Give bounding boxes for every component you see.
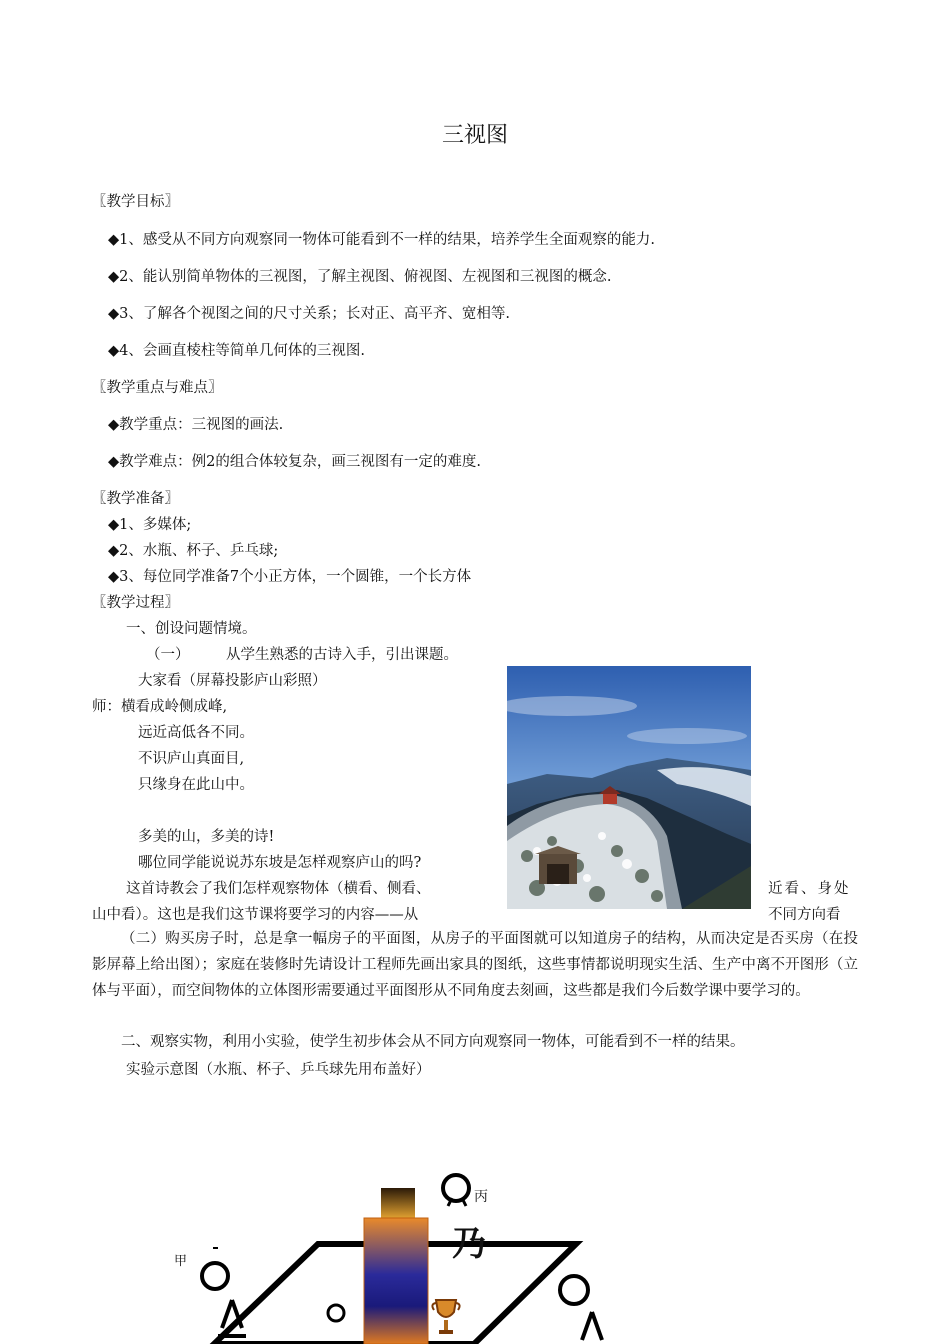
goal-item-4: ◆4、会画直棱柱等简单几何体的三视图. <box>108 343 365 359</box>
observer-bing-figure <box>443 1175 469 1206</box>
lesson-content-line-left: 山中看）。这也是我们这节课将要学习的内容——从 <box>92 907 419 923</box>
bottle-cap <box>381 1188 415 1218</box>
poem-lesson-line-left: 这首诗教会了我们怎样观察物体（横看、侧看、 <box>126 881 431 897</box>
process-step-2: 二、观察实物，利用小实验，使学生初步体会从不同方向观察同一物体，可能看到不一样的结果。 <box>121 1034 745 1050</box>
goal-item-2: ◆2、能认别简单物体的三视图，了解主视图、俯视图、左视图和三视图的概念. <box>108 269 612 285</box>
poem-line-3: 不识庐山真面目, <box>138 751 245 767</box>
experiment-diagram <box>0 1160 950 1344</box>
prep-heading: 〖教学准备〗 <box>92 491 179 507</box>
lesson-content-line-right: 不同方向看 <box>768 907 841 923</box>
poem-lesson-line-right: 近看、身处 <box>768 881 851 897</box>
goal-item-3: ◆3、了解各个视图之间的尺寸关系；长对正、高平齐、宽相等. <box>108 306 510 322</box>
label-jia: 甲 <box>174 1254 188 1269</box>
observer-jia-figure <box>202 1248 246 1336</box>
key-point-item-1: ◆教学重点：三视图的画法. <box>108 417 284 433</box>
process-step-1a-text: 从学生熟悉的古诗入手，引出课题。 <box>226 647 458 663</box>
diagram-caption: 实验示意图（水瓶、杯子、乒乓球先用布盖好） <box>126 1062 431 1078</box>
poem-line-1: 师：横看成岭侧成峰, <box>92 699 228 715</box>
beauty-remark: 多美的山，多美的诗! <box>138 829 275 845</box>
key-points-heading: 〖教学重点与难点〗 <box>92 380 223 396</box>
observer-right-figure <box>560 1276 602 1340</box>
process-step-1b: （二）购买房子时，总是拿一幅房子的平面图，从房子的平面图就可以知道房子的结构，从而决定是否买房（在投影屏幕上给出图）；家庭在装修时先请设计工程师先画出家具的图纸，这些事情都说明现实生活、生产中离不开图形（立体与平面），而空间物体的立体图形需要通过平面图形从不同角度去刻画，这些都是我们今后数学课中要学习的。 <box>92 931 858 1000</box>
goal-item-1: ◆1、感受从不同方向观察同一物体可能看到不一样的结果，培养学生全面观察的能力. <box>108 232 655 248</box>
poem-line-4: 只缘身在此山中。 <box>138 777 254 793</box>
process-step-1a-number: （一） <box>146 647 190 663</box>
water-bottle <box>364 1218 428 1344</box>
label-yi: 乃 <box>452 1224 486 1264</box>
prep-item-1: ◆1、多媒体; <box>108 517 192 533</box>
process-step-1: 一、创设问题情境。 <box>126 621 257 637</box>
page-title: 三视图 <box>441 123 508 148</box>
label-bing: 丙 <box>474 1189 488 1205</box>
teacher-question: 哪位同学能说说苏东坡是怎样观察庐山的吗? <box>138 855 422 871</box>
key-point-item-2: ◆教学难点：例2的组合体较复杂，画三视图有一定的难度. <box>108 454 481 470</box>
goals-heading: 〖教学目标〗 <box>92 194 179 210</box>
lushan-photo <box>507 666 751 909</box>
process-heading: 〖教学过程〗 <box>92 595 179 611</box>
prep-item-2: ◆2、水瓶、杯子、乒乓球; <box>108 543 279 559</box>
poem-line-2: 远近高低各不同。 <box>138 725 254 741</box>
look-instruction: 大家看（屏幕投影庐山彩照） <box>138 673 327 689</box>
cup <box>432 1300 459 1334</box>
ping-pong-ball <box>328 1305 344 1321</box>
prep-item-3: ◆3、每位同学准备7个小正方体，一个圆锥，一个长方体 <box>108 569 472 585</box>
